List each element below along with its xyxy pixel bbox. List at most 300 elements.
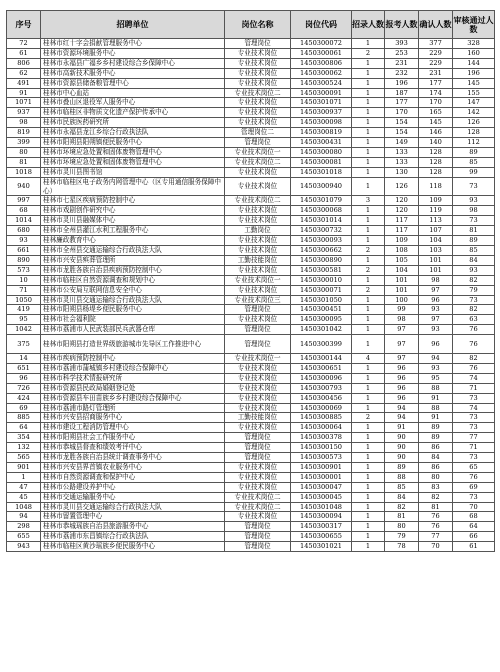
index-cell: 132: [7, 443, 41, 453]
approved-cell: 145: [453, 78, 495, 88]
position-name-cell: 管理岗位: [225, 305, 291, 315]
index-cell: 651: [7, 363, 41, 373]
unit-cell: 桂林市阳朔县阳朔镇便民服务中心: [41, 138, 225, 148]
applicants-cell: 81: [385, 512, 419, 522]
approved-cell: 196: [453, 68, 495, 78]
table-row: [7, 363, 495, 373]
index-cell: 94: [7, 512, 41, 522]
quota-cell: 1: [352, 68, 385, 78]
quota-cell: 1: [352, 373, 385, 383]
unit-cell: 桂林市临桂区黄沙瑶族乡便民服务中心: [41, 542, 225, 552]
applicants-cell: 82: [385, 502, 419, 512]
quota-cell: 1: [352, 157, 385, 167]
position-name-cell: 管理岗位: [225, 542, 291, 552]
position-name-cell: 专业技术岗位二: [225, 502, 291, 512]
quota-cell: 1: [352, 216, 385, 226]
index-cell: 14: [7, 353, 41, 363]
applicants-cell: 232: [385, 68, 419, 78]
approved-cell: 71: [453, 443, 495, 453]
approved-cell: 142: [453, 108, 495, 118]
quota-cell: 3: [352, 196, 385, 206]
confirmed-cell: 89: [419, 423, 453, 433]
approved-cell: 76: [453, 363, 495, 373]
index-cell: 890: [7, 255, 41, 265]
confirmed-cell: 174: [419, 88, 453, 98]
confirmed-cell: 128: [419, 147, 453, 157]
table-row: [7, 157, 495, 167]
quota-cell: 1: [352, 433, 385, 443]
quota-cell: 1: [352, 236, 385, 246]
header-quota: 招录人数: [352, 11, 385, 39]
index-cell: 69: [7, 403, 41, 413]
position-name-cell: 工勤技能岗位: [225, 255, 291, 265]
position-name-cell: 专业技术岗位: [225, 206, 291, 216]
applicants-cell: 78: [385, 542, 419, 552]
quota-cell: 1: [352, 532, 385, 542]
position-name-cell: 专业技术岗位: [225, 315, 291, 325]
table-row: [7, 138, 495, 148]
position-name-cell: 工勤技能岗位: [225, 413, 291, 423]
approved-cell: 73: [453, 393, 495, 403]
position-name-cell: 专业技术岗位: [225, 68, 291, 78]
position-name-cell: 管理岗位: [225, 39, 291, 49]
applicants-cell: 170: [385, 108, 419, 118]
confirmed-cell: 76: [419, 512, 453, 522]
confirmed-cell: 377: [419, 39, 453, 49]
position-name-cell: 管理岗位: [225, 138, 291, 148]
approved-cell: 89: [453, 236, 495, 246]
index-cell: 819: [7, 128, 41, 138]
position-name-cell: 专业技术岗位: [225, 462, 291, 472]
unit-cell: 桂林市资源环境服务中心: [41, 48, 225, 58]
position-code-cell: 1450300069: [291, 403, 352, 413]
position-code-cell: 1450300431: [291, 138, 352, 148]
position-name-cell: 专业技术岗位二: [225, 492, 291, 502]
table-row: [7, 393, 495, 403]
confirmed-cell: 229: [419, 58, 453, 68]
index-cell: 1050: [7, 295, 41, 305]
quota-cell: 1: [352, 78, 385, 88]
confirmed-cell: 96: [419, 295, 453, 305]
quota-cell: 1: [352, 39, 385, 49]
table-row: [7, 373, 495, 383]
table-row: [7, 353, 495, 363]
index-cell: 354: [7, 433, 41, 443]
confirmed-cell: 140: [419, 138, 453, 148]
approved-cell: 155: [453, 88, 495, 98]
applicants-cell: 96: [385, 373, 419, 383]
table-row: [7, 295, 495, 305]
index-cell: 1018: [7, 167, 41, 177]
unit-cell: 桂林市全州县交通运输综合行政执法大队: [41, 246, 225, 256]
approved-cell: 76: [453, 335, 495, 354]
approved-cell: 112: [453, 138, 495, 148]
index-cell: 1071: [7, 98, 41, 108]
table-row: [7, 492, 495, 502]
unit-cell: 桂林市阳朔县杨堤乡便民服务中心: [41, 305, 225, 315]
approved-cell: 73: [453, 295, 495, 305]
confirmed-cell: 103: [419, 246, 453, 256]
approved-cell: 65: [453, 462, 495, 472]
document-page: [6, 10, 494, 552]
quota-cell: 1: [352, 522, 385, 532]
table-row: [7, 315, 495, 325]
quota-cell: 1: [352, 363, 385, 373]
position-name-cell: 管理岗位: [225, 532, 291, 542]
confirmed-cell: 146: [419, 128, 453, 138]
position-code-cell: 1450301014: [291, 216, 352, 226]
unit-cell: 桂林市永福县广福乡乡村建设综合乡保障中心: [41, 58, 225, 68]
approved-cell: 69: [453, 482, 495, 492]
unit-cell: 桂林市留置管理中心: [41, 512, 225, 522]
position-name-cell: 专业技术岗位二: [225, 196, 291, 206]
applicants-cell: 117: [385, 216, 419, 226]
confirmed-cell: 101: [419, 255, 453, 265]
approved-cell: 74: [453, 403, 495, 413]
position-name-cell: 专业技术岗位: [225, 118, 291, 128]
confirmed-cell: 86: [419, 462, 453, 472]
confirmed-cell: 128: [419, 167, 453, 177]
header-position-code: 岗位代码: [291, 11, 352, 39]
unit-cell: 桂林市灵川县融媒体中心: [41, 216, 225, 226]
quota-cell: 1: [352, 226, 385, 236]
unit-cell: 桂林市恭城县督查和绩效考评中心: [41, 443, 225, 453]
position-code-cell: 1450300081: [291, 157, 352, 167]
applicants-cell: 90: [385, 443, 419, 453]
applicants-cell: 126: [385, 177, 419, 196]
quota-cell: 1: [352, 502, 385, 512]
approved-cell: 82: [453, 353, 495, 363]
unit-cell: 桂林市戏剧创作研究中心: [41, 206, 225, 216]
position-code-cell: 1450300093: [291, 236, 352, 246]
position-name-cell: 专业技术岗位: [225, 482, 291, 492]
confirmed-cell: 76: [419, 522, 453, 532]
position-name-cell: 专业技术岗位: [225, 472, 291, 482]
quota-cell: 1: [352, 512, 385, 522]
table-row: [7, 462, 495, 472]
confirmed-cell: 231: [419, 68, 453, 78]
table-row: [7, 128, 495, 138]
confirmed-cell: 89: [419, 433, 453, 443]
unit-cell: 桂林市资源县车田苗族乡乡村建设综合保障中心: [41, 393, 225, 403]
unit-cell: 桂林市全州县灌江水利工程服务中心: [41, 226, 225, 236]
applicants-cell: 177: [385, 98, 419, 108]
position-code-cell: 1450300001: [291, 472, 352, 482]
index-cell: 91: [7, 88, 41, 98]
confirmed-cell: 91: [419, 393, 453, 403]
position-name-cell: 专业技术岗位一: [225, 147, 291, 157]
unit-cell: 桂林市阳朔县打造世界级旅游城市先导区工作推进中心: [41, 335, 225, 354]
confirmed-cell: 145: [419, 118, 453, 128]
quota-cell: 1: [352, 542, 385, 552]
quota-cell: 2: [352, 265, 385, 275]
quota-cell: 1: [352, 482, 385, 492]
position-name-cell: 工勤岗位: [225, 226, 291, 236]
position-code-cell: 1450300047: [291, 482, 352, 492]
position-code-cell: 1450300094: [291, 512, 352, 522]
unit-cell: 桂林市民族医药研究所: [41, 118, 225, 128]
unit-cell: 桂林市阳朔县社会工作服务中心: [41, 433, 225, 443]
index-cell: 81: [7, 157, 41, 167]
applicants-cell: 109: [385, 236, 419, 246]
position-code-cell: 1450300573: [291, 453, 352, 463]
position-name-cell: 专业技术岗位: [225, 285, 291, 295]
table-row: [7, 472, 495, 482]
index-cell: 680: [7, 226, 41, 236]
table-header-row: [7, 11, 495, 39]
index-cell: 96: [7, 373, 41, 383]
position-code-cell: 1450300937: [291, 108, 352, 118]
table-row: [7, 522, 495, 532]
index-cell: 943: [7, 542, 41, 552]
unit-cell: 桂林市荔浦市人民武装部民兵武器仓库: [41, 325, 225, 335]
applicants-cell: 154: [385, 128, 419, 138]
confirmed-cell: 81: [419, 502, 453, 512]
confirmed-cell: 95: [419, 373, 453, 383]
unit-cell: 桂林市公路建设养护中心: [41, 482, 225, 492]
index-cell: 491: [7, 78, 41, 88]
position-code-cell: 1450300071: [291, 285, 352, 295]
quota-cell: 1: [352, 58, 385, 68]
table-row: [7, 335, 495, 354]
quota-cell: 1: [352, 98, 385, 108]
approved-cell: 63: [453, 315, 495, 325]
position-name-cell: 管理岗位: [225, 522, 291, 532]
position-code-cell: 1450300901: [291, 462, 352, 472]
table-row: [7, 236, 495, 246]
position-name-cell: 专业技术岗位: [225, 98, 291, 108]
quota-cell: 1: [352, 128, 385, 138]
confirmed-cell: 93: [419, 325, 453, 335]
table-row: [7, 147, 495, 157]
approved-cell: 82: [453, 305, 495, 315]
confirmed-cell: 96: [419, 335, 453, 354]
header-position-name: 岗位名称: [225, 11, 291, 39]
index-cell: 937: [7, 108, 41, 118]
unit-cell: 桂林市疾病预防控制中心: [41, 353, 225, 363]
applicants-cell: 96: [385, 383, 419, 393]
confirmed-cell: 80: [419, 472, 453, 482]
position-code-cell: 1450300662: [291, 246, 352, 256]
unit-cell: 桂林市恭城瑶族自治县旅游服务中心: [41, 522, 225, 532]
table-row: [7, 58, 495, 68]
quota-cell: 2: [352, 246, 385, 256]
index-cell: 68: [7, 206, 41, 216]
unit-cell: 桂林市资源县民政局婚姻登记处: [41, 383, 225, 393]
applicants-cell: 98: [385, 315, 419, 325]
table-row: [7, 433, 495, 443]
confirmed-cell: 88: [419, 403, 453, 413]
position-name-cell: 专业技术岗位: [225, 423, 291, 433]
confirmed-cell: 119: [419, 206, 453, 216]
position-code-cell: 1450301050: [291, 295, 352, 305]
position-name-cell: 管理岗位: [225, 335, 291, 354]
position-name-cell: 专业技术岗位: [225, 108, 291, 118]
quota-cell: 1: [352, 138, 385, 148]
quota-cell: 1: [352, 88, 385, 98]
unit-cell: 桂林市环境应急处置和固体废物管理中心: [41, 157, 225, 167]
table-row: [7, 305, 495, 315]
index-cell: 565: [7, 453, 41, 463]
confirmed-cell: 113: [419, 216, 453, 226]
table-row: [7, 216, 495, 226]
position-code-cell: 1450300806: [291, 58, 352, 68]
unit-cell: 桂林市资源县储备粮管理中心: [41, 78, 225, 88]
position-code-cell: 1450300095: [291, 315, 352, 325]
table-row: [7, 275, 495, 285]
confirmed-cell: 94: [419, 353, 453, 363]
unit-cell: 桂林市临桂区自然资源调查和规划中心: [41, 275, 225, 285]
unit-cell: 桂林廉政教育中心: [41, 236, 225, 246]
index-cell: 424: [7, 393, 41, 403]
position-name-cell: 专业技术岗位: [225, 373, 291, 383]
index-cell: 1: [7, 472, 41, 482]
position-code-cell: 1450300061: [291, 48, 352, 58]
index-cell: 62: [7, 68, 41, 78]
confirmed-cell: 88: [419, 383, 453, 393]
position-code-cell: 1450300098: [291, 118, 352, 128]
table-row: [7, 443, 495, 453]
table-row: [7, 502, 495, 512]
applicants-cell: 117: [385, 226, 419, 236]
applicants-cell: 393: [385, 39, 419, 49]
approved-cell: 64: [453, 522, 495, 532]
index-cell: 64: [7, 423, 41, 433]
table-row: [7, 226, 495, 236]
position-code-cell: 1450300456: [291, 393, 352, 403]
position-name-cell: 专业技术岗位一: [225, 275, 291, 285]
applicants-cell: 99: [385, 305, 419, 315]
confirmed-cell: 93: [419, 363, 453, 373]
approved-cell: 99: [453, 167, 495, 177]
applicants-cell: 253: [385, 48, 419, 58]
applicants-cell: 90: [385, 433, 419, 443]
table-row: [7, 325, 495, 335]
confirmed-cell: 104: [419, 236, 453, 246]
table-row: [7, 542, 495, 552]
quota-cell: 1: [352, 393, 385, 403]
confirmed-cell: 229: [419, 48, 453, 58]
quota-cell: 1: [352, 275, 385, 285]
table-row: [7, 482, 495, 492]
approved-cell: 82: [453, 275, 495, 285]
position-code-cell: 1450300732: [291, 226, 352, 236]
position-name-cell: 管理岗位: [225, 443, 291, 453]
approved-cell: 89: [453, 147, 495, 157]
applicants-cell: 105: [385, 255, 419, 265]
position-code-cell: 1450301021: [291, 542, 352, 552]
unit-cell: 桂林市永福县龙江乡综合行政执法队: [41, 128, 225, 138]
unit-cell: 桂林市灵川县交通运输综合行政执法大队: [41, 295, 225, 305]
quota-cell: 1: [352, 108, 385, 118]
table-row: [7, 196, 495, 206]
table-row: [7, 265, 495, 275]
index-cell: 375: [7, 335, 41, 354]
table-row: [7, 78, 495, 88]
position-name-cell: 专业技术岗位: [225, 167, 291, 177]
applicants-cell: 120: [385, 196, 419, 206]
index-cell: 726: [7, 383, 41, 393]
confirmed-cell: 93: [419, 305, 453, 315]
applicants-cell: 91: [385, 423, 419, 433]
applicants-cell: 97: [385, 353, 419, 363]
approved-cell: 128: [453, 128, 495, 138]
recruitment-table: [6, 10, 495, 552]
quota-cell: 1: [352, 305, 385, 315]
position-code-cell: 1450300096: [291, 373, 352, 383]
position-name-cell: 专业技术岗位一: [225, 353, 291, 363]
confirmed-cell: 84: [419, 453, 453, 463]
position-name-cell: 管理岗位: [225, 433, 291, 443]
applicants-cell: 97: [385, 325, 419, 335]
confirmed-cell: 83: [419, 482, 453, 492]
position-name-cell: 专业技术岗位: [225, 216, 291, 226]
position-code-cell: 1450300651: [291, 363, 352, 373]
table-row: [7, 206, 495, 216]
position-name-cell: 专业技术岗位二: [225, 88, 291, 98]
unit-cell: 桂林市自然资源调查和保护中心: [41, 472, 225, 482]
applicants-cell: 187: [385, 88, 419, 98]
position-code-cell: 1450300885: [291, 413, 352, 423]
confirmed-cell: 107: [419, 226, 453, 236]
confirmed-cell: 165: [419, 108, 453, 118]
position-code-cell: 1450300793: [291, 383, 352, 393]
unit-cell: 桂林市中心血站: [41, 88, 225, 98]
index-cell: 1014: [7, 216, 41, 226]
position-code-cell: 1450300581: [291, 265, 352, 275]
approved-cell: 126: [453, 118, 495, 128]
unit-cell: 桂林市灵川县图书馆: [41, 167, 225, 177]
approved-cell: 144: [453, 58, 495, 68]
position-code-cell: 1450300080: [291, 147, 352, 157]
applicants-cell: 100: [385, 295, 419, 305]
quota-cell: 1: [352, 462, 385, 472]
applicants-cell: 96: [385, 363, 419, 373]
quota-cell: 1: [352, 118, 385, 128]
index-cell: 47: [7, 482, 41, 492]
approved-cell: 76: [453, 325, 495, 335]
quota-cell: 1: [352, 255, 385, 265]
applicants-cell: 101: [385, 275, 419, 285]
table-row: [7, 512, 495, 522]
position-code-cell: 1450301079: [291, 196, 352, 206]
position-code-cell: 1450301071: [291, 98, 352, 108]
unit-cell: 桂林市社会福利院: [41, 315, 225, 325]
position-code-cell: 1450301048: [291, 502, 352, 512]
applicants-cell: 231: [385, 58, 419, 68]
applicants-cell: 84: [385, 492, 419, 502]
quota-cell: 1: [352, 167, 385, 177]
unit-cell: 桂林市环境应急处置和固体废物管理中心: [41, 147, 225, 157]
position-code-cell: 1450300068: [291, 206, 352, 216]
index-cell: 72: [7, 39, 41, 49]
confirmed-cell: 118: [419, 177, 453, 196]
confirmed-cell: 97: [419, 315, 453, 325]
applicants-cell: 96: [385, 393, 419, 403]
position-name-cell: 专业技术岗位: [225, 265, 291, 275]
position-name-cell: 专业技术岗位: [225, 177, 291, 196]
quota-cell: 4: [352, 353, 385, 363]
applicants-cell: 133: [385, 147, 419, 157]
confirmed-cell: 170: [419, 98, 453, 108]
applicants-cell: 85: [385, 482, 419, 492]
approved-cell: 73: [453, 453, 495, 463]
unit-cell: 桂林市交通运输服务中心: [41, 492, 225, 502]
unit-cell: 桂林市公安局互联网信息安全中心: [41, 285, 225, 295]
table-row: [7, 413, 495, 423]
index-cell: 10: [7, 275, 41, 285]
position-code-cell: 1450300399: [291, 335, 352, 354]
